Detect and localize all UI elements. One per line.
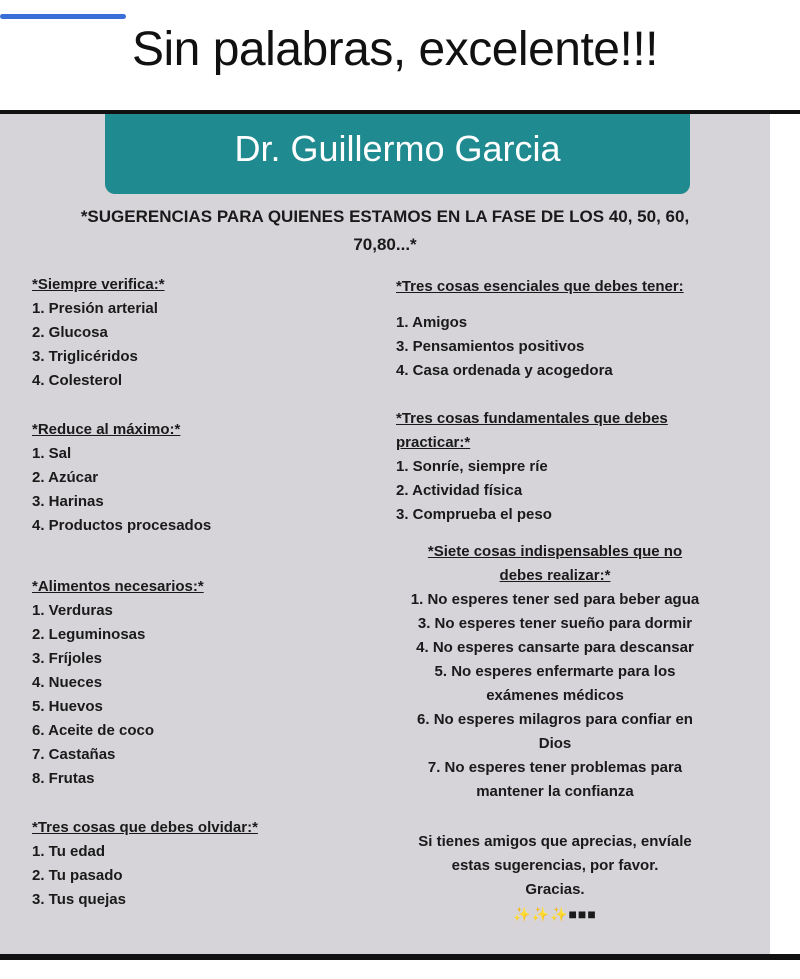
section-title: *Siempre verifica:* <box>32 276 165 293</box>
list-item: 5. No esperes enfermarte para los <box>434 663 676 680</box>
list-item: 1. Sal <box>32 445 72 462</box>
doctor-banner: Dr. Guillermo Garcia <box>105 114 690 194</box>
list-item: 3. Triglicéridos <box>32 348 138 365</box>
list-item: 4. Nueces <box>32 674 103 691</box>
list-item: 1. No esperes tener sed para beber agua <box>410 591 700 608</box>
section-reduce <box>32 418 211 538</box>
section-olvidar <box>32 816 258 912</box>
section-title: *Reduce al máximo:* <box>32 421 181 438</box>
list-item: 4. Productos procesados <box>32 517 212 534</box>
section-title: *Tres cosas fundamentales que debes <box>396 410 668 427</box>
section-title-cont: debes realizar:* <box>499 567 611 584</box>
headline-line-1: *SUGERENCIAS PARA QUIENES ESTAMOS EN LA FASE DE LOS 40, 50, 60, <box>80 207 690 226</box>
list-item: 7. No esperes tener problemas para <box>427 759 683 776</box>
list-item: 2. Tu pasado <box>32 867 123 884</box>
list-item: 1. Sonríe, siempre ríe <box>396 458 548 475</box>
list-item: 3. Pensamientos positivos <box>396 338 585 355</box>
closing-line: Gracias. <box>525 881 585 898</box>
post-caption: Sin palabras, excelente!!! <box>132 23 658 76</box>
section-title-cont: practicar:* <box>396 434 471 451</box>
list-item: 5. Huevos <box>32 698 103 715</box>
list-item: 3. Harinas <box>32 493 104 510</box>
section-title: *Tres cosas que debes olvidar:* <box>32 819 258 836</box>
list-item: 3. Fríjoles <box>32 650 103 667</box>
signature-emoji: ✨✨✨■■■ <box>513 906 597 922</box>
list-item: 3. No esperes tener sueño para dormir <box>417 615 693 632</box>
list-item: exámenes médicos <box>486 687 624 704</box>
list-item: 2. Actividad física <box>396 482 523 499</box>
list-item: 6. Aceite de coco <box>32 722 154 739</box>
closing-line: Si tienes amigos que aprecias, envíale <box>418 833 692 850</box>
list-item: 6. No esperes milagros para confiar en <box>417 711 693 728</box>
list-item: 4. Colesterol <box>32 372 123 389</box>
section-title: *Alimentos necesarios:* <box>32 578 204 595</box>
list-item: mantener la confianza <box>476 783 634 800</box>
list-item: 2. Glucosa <box>32 324 108 341</box>
section-verifica <box>32 273 165 393</box>
list-item: 8. Frutas <box>32 770 95 787</box>
divider-bottom <box>0 954 800 960</box>
closing-message <box>390 830 720 926</box>
section-title: *Tres cosas esenciales que debes tener: <box>396 278 684 295</box>
list-item: 1. Verduras <box>32 602 113 619</box>
list-item: 1. Presión arterial <box>32 300 158 317</box>
section-title: *Siete cosas indispensables que no <box>427 543 683 560</box>
list-item: 7. Castañas <box>32 746 116 763</box>
closing-line: estas sugerencias, por favor. <box>451 857 659 874</box>
list-item: Dios <box>538 735 572 752</box>
section-tener <box>396 275 684 383</box>
list-item: 3. Tus quejas <box>32 891 126 908</box>
list-item: 2. Azúcar <box>32 469 99 486</box>
list-item: 4. Casa ordenada y acogedora <box>396 362 613 379</box>
section-siete <box>390 540 720 804</box>
list-item: 3. Comprueba el peso <box>396 506 552 523</box>
headline <box>40 203 730 259</box>
list-item: 4. No esperes cansarte para descansar <box>416 639 694 656</box>
section-alimentos <box>32 575 204 791</box>
list-item: 1. Amigos <box>396 314 468 331</box>
progress-indicator <box>0 14 126 19</box>
list-item: 1. Tu edad <box>32 843 106 860</box>
section-practicar <box>396 407 668 527</box>
gutter <box>770 114 800 954</box>
list-item: 2. Leguminosas <box>32 626 146 643</box>
headline-line-2: 70,80...* <box>353 235 417 254</box>
